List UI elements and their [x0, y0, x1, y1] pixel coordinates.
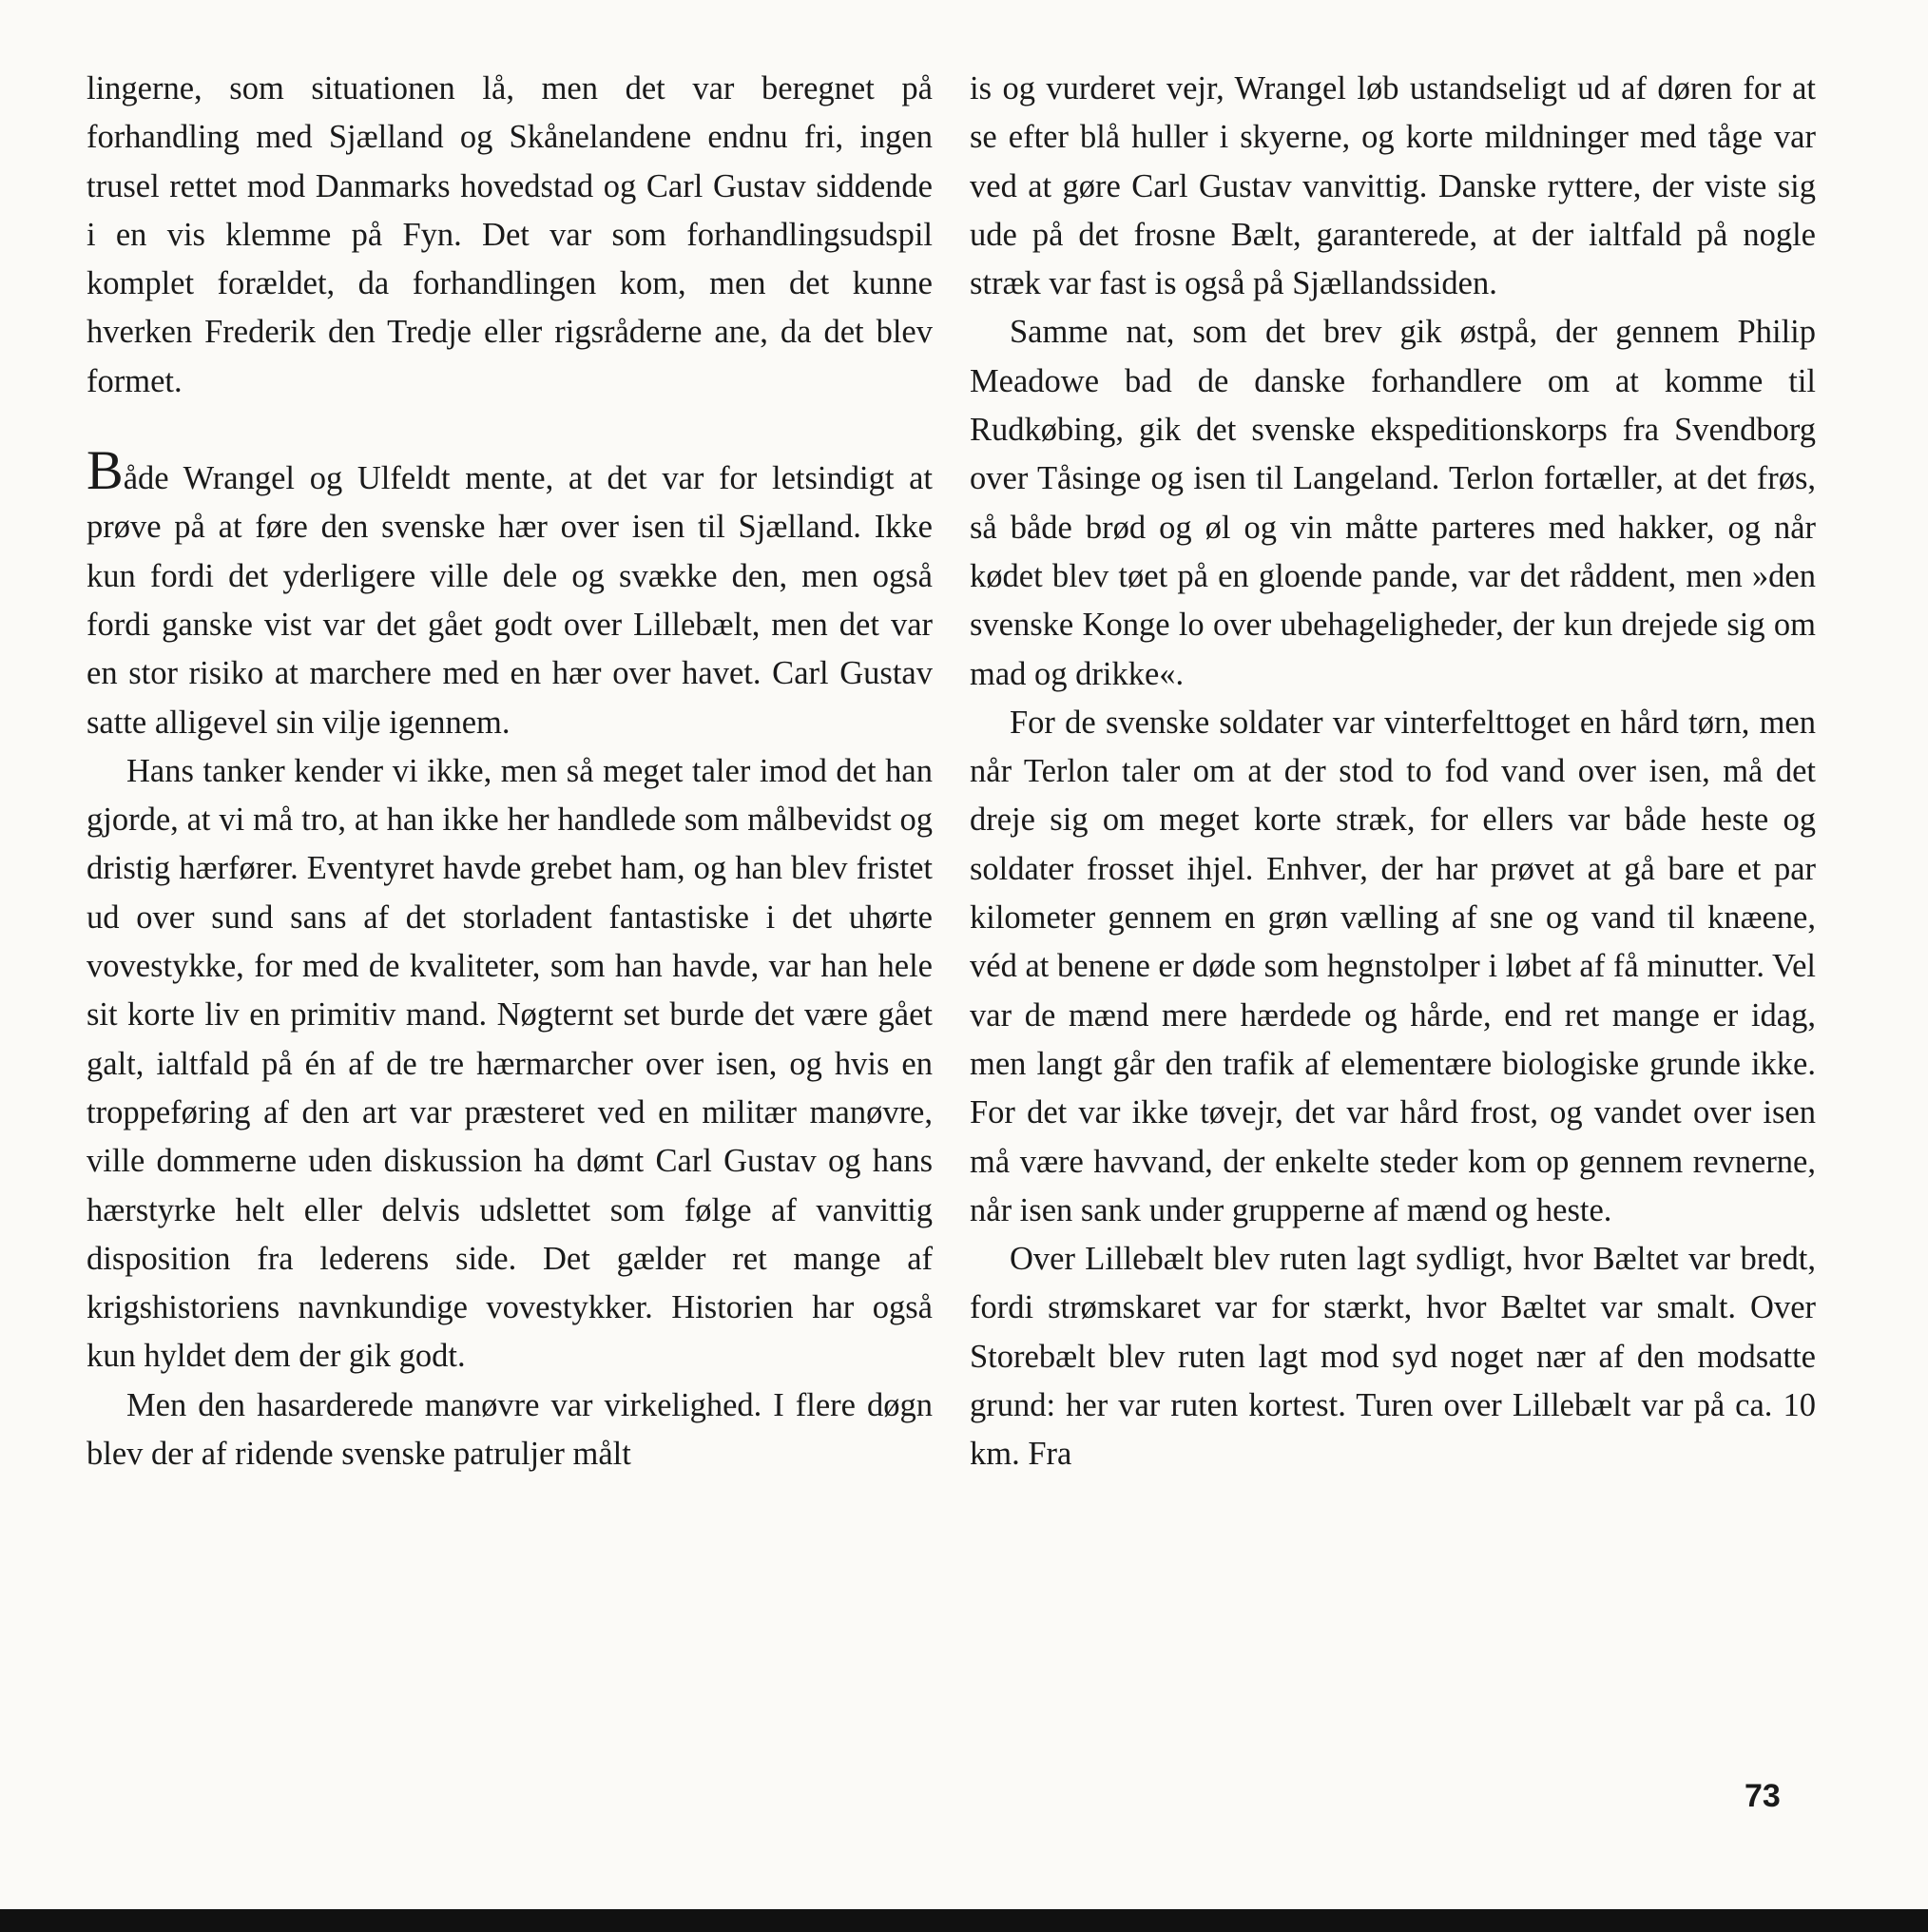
- paragraph: For de svenske soldater var vinterfelttoget en hård tørn, men når Terlon taler om at der stod to fod vand over isen, må det dreje sig om meget korte stræk, for ellers var både heste og soldater frosset ihjel. Enhver, der har prøvet at gå bare et par kilometer gennem en grøn vælling af sne og vand til knæene, véd at benene er døde som hegnstolper i løbet af få minutter. Vel var de mænd mere hærdede og hårde, end ret mange er idag, men langt går den trafik af elementære biologiske grunde ikke. For det var ikke tøvejr, det var hård frost, og vandet over isen må være havvand, der enkelte steder kom op gennem revnerne, når isen sank under grupperne af mænd og heste.: [970, 704, 1816, 1228]
- drop-cap: B: [87, 439, 124, 502]
- paragraph: Hans tanker kender vi ikke, men så meget taler imod det han gjorde, at vi må tro, at han ikke her handlede som målbevidst og dristig hærfører. Eventyret havde grebet ham, og han blev fristet ud over sund sans af det storladent fantastiske i det uhørte vovestykke, for med de kvaliteter, som han havde, var han hele sit korte liv en primitiv mand. Nøgternt set burde det være gået galt, ialtfald på én af de tre hærmarcher over isen, og hvis en troppeføring af den art var præsteret ved en militær manøvre, ville dommerne uden diskussion ha dømt Carl Gustav og hans hærstyrke helt eller delvis udslettet som følge af vanvittig disposition fra lederens side. Det gælder ret mange af krigshistoriens navnkundige vovestykker. Historien har også kun hyldet dem der gik godt.: [87, 752, 933, 1375]
- right-text-column: [970, 65, 1816, 1479]
- page-number: 73: [1745, 1778, 1781, 1814]
- paragraph: is og vurderet vejr, Wrangel løb ustandseligt ud af døren for at se efter blå huller i skyerne, og korte mildninger med tåge var ved at gøre Carl Gustav vanvittig. Danske ryttere, der viste sig ude på det frosne Bælt, garanterede, at der ialtfald på nogle stræk var fast is også på Sjællandssiden.: [970, 70, 1816, 302]
- page-bottom-edge: [0, 1909, 1928, 1932]
- paragraph: Samme nat, som det brev gik østpå, der gennem Philip Meadowe bad de danske forhandlere om at komme til Rudkøbing, gik det svenske ekspeditionskorps fra Svendborg over Tåsinge og isen til Langeland. Terlon fortæller, at det frøs, så både brød og øl og vin måtte parteres med hakker, og når kødet blev tøet på en gloende pande, var det råddent, men »den svenske Konge lo over ubehageligheder, der kun drejede sig om mad og drikke«.: [970, 314, 1816, 692]
- paragraph: Men den hasarderede manøvre var virkelighed. I flere døgn blev der af ridende svenske patruljer målt: [87, 1386, 933, 1473]
- section-start-paragraph: [87, 439, 933, 747]
- left-text-column: [87, 65, 933, 1478]
- paragraph-text: åde Wrangel og Ulfeldt mente, at det var for letsindigt at prøve på at føre den svenske hær over isen til Sjælland. Ikke kun fordi det yderligere ville dele og svække den, men også fordi ganske vist var det gået godt over Lillebælt, men det var en stor risiko at marchere med en hær over havet. Carl Gustav satte alligevel sin vilje igennem.: [87, 460, 933, 741]
- paragraph: Over Lillebælt blev ruten lagt sydligt, hvor Bæltet var bredt, fordi strømskaret var for stærkt, hvor Bæltet var smalt. Over Storebælt blev ruten lagt mod syd noget nær af den modsatte grund: her var ruten kortest. Turen over Lillebælt var på ca. 10 km. Fra: [970, 1241, 1816, 1473]
- paragraph: lingerne, som situationen lå, men det var beregnet på forhandling med Sjælland og Skånelandene endnu fri, ingen trusel rettet mod Danmarks hovedstad og Carl Gustav siddende i en vis klemme på Fyn. Det var som forhandlingsudspil komplet forældet, da forhandlingen kom, men det kunne hverken Frederik den Tredje eller rigsråderne ane, da det blev formet.: [87, 70, 933, 399]
